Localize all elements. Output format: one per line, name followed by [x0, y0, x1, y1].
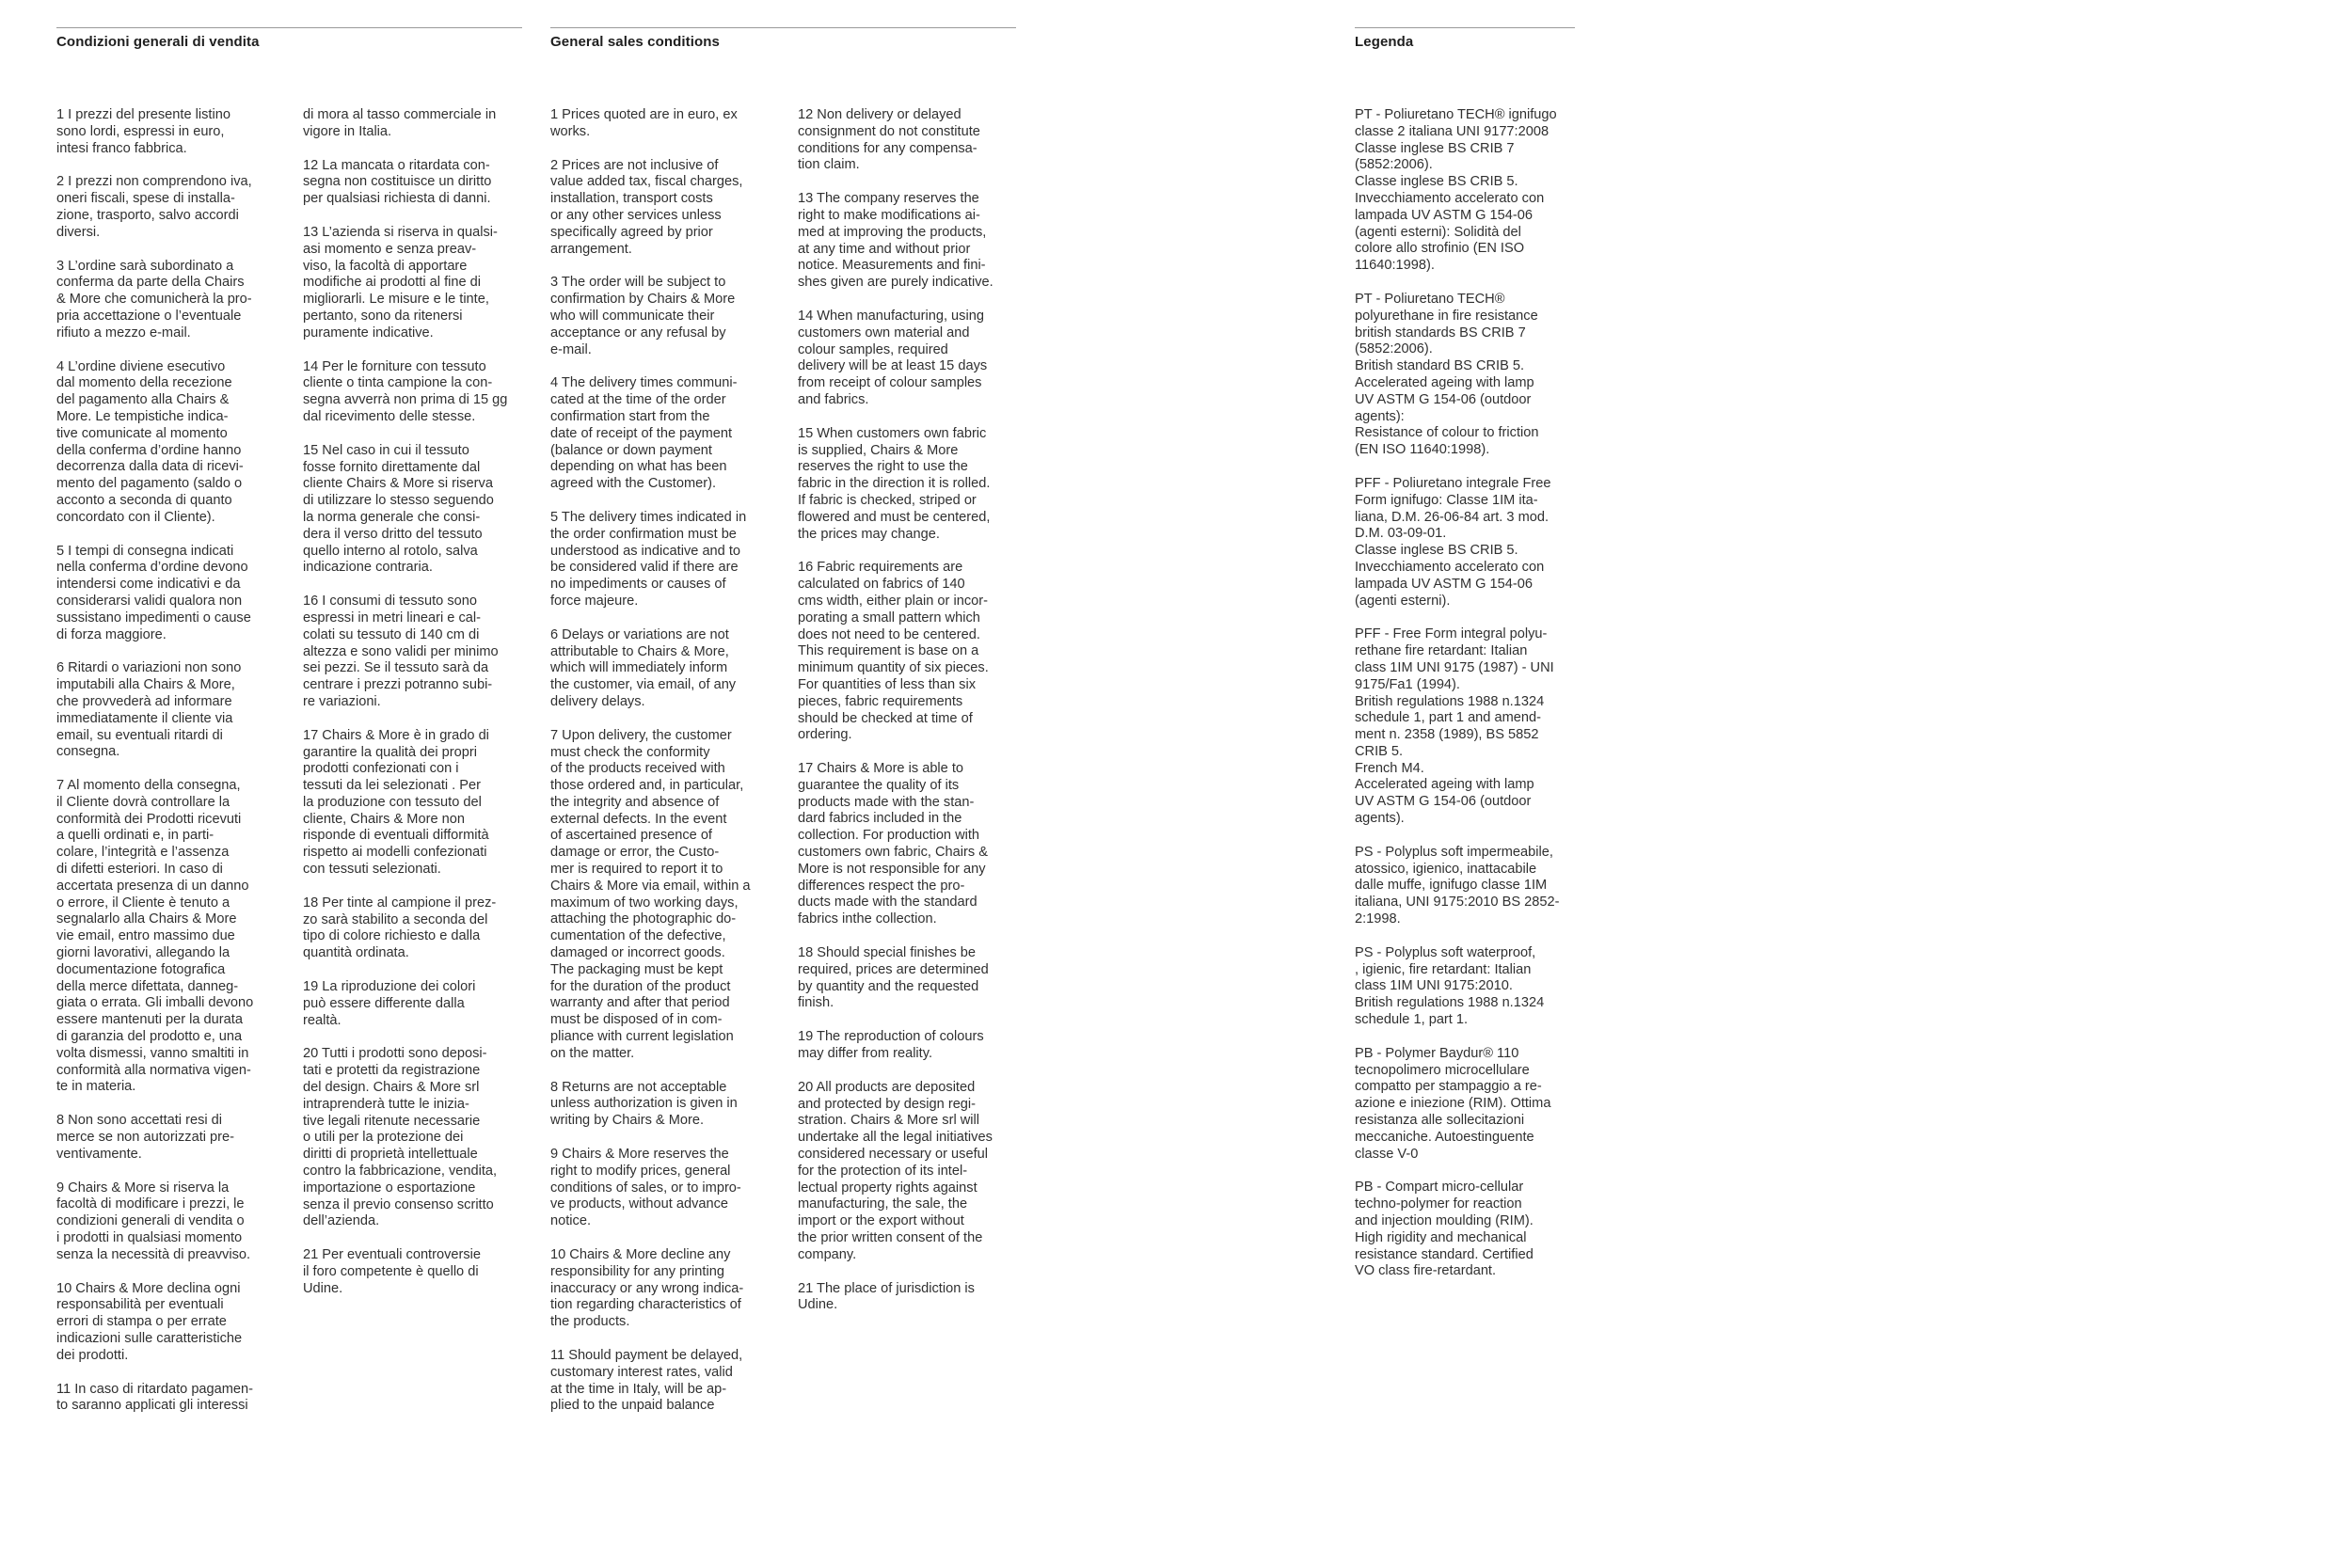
- divider: [1355, 27, 1575, 28]
- paragraph: PB - Compart micro-cellular techno-polymer for reaction and injection moulding (RIM). High rigidity and mechanical resistance standard. Certified VO class fire-retardant.: [1355, 1180, 1534, 1279]
- paragraph: 7 Upon delivery, the customer must check the conformity of the products received with those ordered and, in particular, the integrity and absence of external defects. In the event of ascertained presence of damage or error, the Custo- mer is required to report it to Chairs & More via email, within a maximum of two working days, attaching the photographic do- cumentation of the defective, damaged or incorrect goods. The packaging must be kept for the duration of the product warranty and after that period must be disposed of in com- pliance with current legislation on the matter.: [550, 727, 751, 1061]
- column-en-1: [550, 107, 786, 1432]
- section-header-en: [550, 27, 1016, 50]
- column-legend: [1355, 107, 1590, 1297]
- paragraph: PT - Poliuretano TECH® ignifugo classe 2 italiana UNI 9177:2008 Classe inglese BS CRIB 7 (5852:2006). Classe inglese BS CRIB 5. Invecchiamento accelerato con lampada UV ASTM G 154-06 (agenti esterni): Solidità del colore allo strofinio (EN ISO 11640:1998).: [1355, 107, 1557, 274]
- section-header-it: [56, 27, 522, 50]
- section-header-legend: [1355, 27, 1575, 50]
- paragraph: 16 I consumi di tessuto sono espressi in metri lineari e cal- colati su tessuto di 140 cm di altezza e sono validi per minimo sei pezzi. Se il tessuto sarà da centrare i prezzi potranno subi- re variazioni.: [303, 594, 499, 709]
- paragraph: 9 Chairs & More si riserva la facoltà di modificare i prezzi, le condizioni generali di vendita o i prodotti in qualsiasi momento senza la necessità di preavviso.: [56, 1180, 251, 1262]
- divider: [550, 27, 1016, 28]
- paragraph: 1 I prezzi del presente listino sono lordi, espressi in euro, intesi franco fabbrica.: [56, 107, 230, 156]
- paragraph: 17 Chairs & More is able to guarantee the quality of its products made with the stan- dard fabrics included in the collection. For production with customers own fabric, Chairs & More is not responsible for any differences respect the pro- ducts made with the standard fabrics inthe collection.: [798, 761, 988, 927]
- section-title-legend: Legenda: [1355, 34, 1414, 50]
- paragraph: 8 Non sono accettati resi di merce se non autorizzati pre- ventivamente.: [56, 1113, 234, 1162]
- column-it-1: [56, 107, 292, 1432]
- paragraph: PS - Polyplus soft impermeabile, atossico, igienico, inattacabile dalle muffe, ignifugo classe 1IM italiana, UNI 9175:2010 BS 2852- 2:1998.: [1355, 844, 1560, 927]
- paragraph: 18 Per tinte al campione il prez- zo sarà stabilito a seconda del tipo di colore richiesto e dalla quantità ordinata.: [303, 895, 497, 961]
- paragraph: 4 L’ordine diviene esecutivo dal momento della recezione del pagamento alla Chairs & More. Le tempistiche indica- tive comunicate al momento della conferma d’ordine hanno decorrenza dalla data di ricevi- mento del pagamento (saldo o acconto a seconda di quanto concordato con il Cliente).: [56, 358, 244, 525]
- paragraph: PB - Polymer Baydur® 110 tecnopolimero microcellulare compatto per stampaggio a re- azione e iniezione (RIM). Ottima resistanza alle sollecitazioni meccaniche. Autoestinguente classe V-0: [1355, 1045, 1551, 1162]
- section-title-en: General sales conditions: [550, 34, 720, 50]
- column-it-2: [303, 107, 538, 1315]
- paragraph: 21 Per eventuali controversie il foro competente è quello di Udine.: [303, 1247, 482, 1296]
- paragraph: 16 Fabric requirements are calculated on fabrics of 140 cms width, either plain or incor- porating a small pattern which does not need to be centered. This requirement is base on a minimum quantity of six pieces. For quantities of less than six pieces, fabric requirements should be checked at time of ordering.: [798, 560, 989, 743]
- paragraph: 19 The reproduction of colours may differ from reality.: [798, 1029, 984, 1062]
- paragraph: 7 Al momento della consegna, il Cliente dovrà controllare la conformità dei Prodotti ricevuti a quelli ordinati e, in parti- colare, l’integrità e l’assenza di difetti esteriori. In caso di accertata presenza di un danno o errore, il Cliente è tenuto a segnalarlo alla Chairs & More vie email, entro massimo due giorni lavorativi, allegando la documentazione fotografica della merce difettata, danneg- giata o errata. Gli imballi devono essere mantenuti per la durata di garanzia del prodotto e, una volta dismessi, vanno smaltiti in conformità alla normativa vigen- te in materia.: [56, 778, 254, 1095]
- paragraph: 15 When customers own fabric is supplied, Chairs & More reserves the right to use the fabric in the direction it is rolled. If fabric is checked, striped or flowered and must be centered, the prices may change.: [798, 425, 991, 542]
- paragraph: 12 Non delivery or delayed consignment do not constitute conditions for any compensa- tion claim.: [798, 107, 980, 173]
- paragraph: 3 The order will be subject to confirmation by Chairs & More who will communicate their acceptance or any refusal by e-mail.: [550, 275, 736, 357]
- paragraph: 21 The place of jurisdiction is Udine.: [798, 1280, 975, 1313]
- paragraph: 20 Tutti i prodotti sono deposi- tati e protetti da registrazione del design. Chairs & More srl intraprenderà tutte le inizia- tive legali ritenute necessarie o utili per la protezione dei diritti di proprietà intellettuale contro la fabbricazione, vendita, importazione o esportazione senza il previo consenso scritto dell’azienda.: [303, 1046, 498, 1229]
- paragraph: 14 Per le forniture con tessuto cliente o tinta campione la con- segna avverrà non prima di 15 gg dal ricevimento delle stesse.: [303, 358, 508, 424]
- paragraph: 10 Chairs & More decline any responsibility for any printing inaccuracy or any wrong indica- tion regarding characteristics of the products.: [550, 1247, 744, 1330]
- paragraph: 20 All products are deposited and protected by design regi- stration. Chairs & More srl will undertake all the legal initiatives considered necessary or useful for the protection of its intel- lectual property rights against manufacturing, the sale, the import or the export without the prior written consent of the company.: [798, 1079, 993, 1262]
- paragraph: 15 Nel caso in cui il tessuto fosse fornito direttamente dal cliente Chairs & More si riserva di utilizzare lo stesso seguendo la norma generale che consi- dera il verso dritto del tessuto quello interno al rotolo, salva indicazione contraria.: [303, 442, 494, 576]
- paragraph: 2 I prezzi non comprendono iva, oneri fiscali, spese di installa- zione, trasporto, salvo accordi diversi.: [56, 174, 252, 240]
- paragraph: 12 La mancata o ritardata con- segna non costituisce un diritto per qualsiasi richiesta di danni.: [303, 157, 492, 207]
- paragraph: 13 L’azienda si riserva in qualsi- asi momento e senza preav- viso, la facoltà di apportare modifiche ai prodotti al fine di migliorarli. Le misure e le tinte, pertanto, sono da ritenersi puramente indicative.: [303, 224, 498, 341]
- paragraph: 19 La riproduzione dei colori può essere differente dalla realtà.: [303, 979, 476, 1028]
- paragraph: 6 Ritardi o variazioni non sono imputabili alla Chairs & More, che provvederà ad informare immediatamente il cliente via email, su eventuali ritardi di consegna.: [56, 660, 242, 760]
- paragraph: 6 Delays or variations are not attributable to Chairs & More, which will immediately inform the customer, via email, of any delivery delays.: [550, 626, 737, 709]
- paragraph: 9 Chairs & More reserves the right to modify prices, general conditions of sales, or to impro- ve products, without advance notice.: [550, 1147, 741, 1229]
- paragraph: 17 Chairs & More è in grado di garantire la qualità dei propri prodotti confezionati con i tessuti da lei selezionati . Per la produzione con tessuto del cliente, Chairs & More non risponde di eventuali difformità rispetto ai modelli confezionati con tessuti selezionati.: [303, 727, 489, 878]
- divider: [56, 27, 522, 28]
- paragraph: 8 Returns are not acceptable unless authorization is given in writing by Chairs & More.: [550, 1079, 738, 1129]
- column-en-2: [798, 107, 1033, 1331]
- paragraph: 3 L’ordine sarà subordinato a conferma da parte della Chairs & More che comunicherà la pro- pria accettazione o l’eventuale rifiuto a mezzo e-mail.: [56, 258, 252, 341]
- paragraph: 1 Prices quoted are in euro, ex works.: [550, 107, 738, 139]
- section-title-it: Condizioni generali di vendita: [56, 34, 260, 50]
- paragraph: PFF - Free Form integral polyu- rethane fire retardant: Italian class 1IM UNI 9175 (1987) - UNI 9175/Fa1 (1994). British regulations 1988 n.1324 schedule 1, part 1 and amend- ment n. 2358 (1989), BS 5852 CRIB 5. French M4. Accelerated ageing with lamp UV ASTM G 154-06 (outdoor agents).: [1355, 626, 1554, 827]
- paragraph: PFF - Poliuretano integrale Free Form ignifugo: Classe 1IM ita- liana, D.M. 26-06-84 art. 3 mod. D.M. 03-09-01. Classe inglese BS CRIB 5. Invecchiamento accelerato con lampada UV ASTM G 154-06 (agenti esterni).: [1355, 475, 1551, 609]
- paragraph: 10 Chairs & More declina ogni responsabilità per eventuali errori di stampa o per errate indicazioni sulle caratteristiche dei prodotti.: [56, 1280, 243, 1363]
- paragraph: di mora al tasso commerciale in vigore in Italia.: [303, 107, 497, 139]
- paragraph: 11 Should payment be delayed, customary interest rates, valid at the time in Italy, will be ap- plied to the unpaid balance: [550, 1348, 743, 1414]
- paragraph: 2 Prices are not inclusive of value added tax, fiscal charges, installation, transport costs or any other services unless specifically agreed by prior arrangement.: [550, 157, 743, 257]
- paragraph: 4 The delivery times communi- cated at the time of the order confirmation start from the date of receipt of the payment (balance or down payment depending on what has been agreed with the Customer).: [550, 375, 738, 492]
- paragraph: 5 I tempi di consegna indicati nella conferma d’ordine devono intendersi come indicativi e da considerarsi validi qualora non sussistano impedimenti o cause di forza maggiore.: [56, 543, 251, 642]
- paragraph: PS - Polyplus soft waterproof, , igienic, fire retardant: Italian class 1IM UNI 9175:2010. British regulations 1988 n.1324 schedule 1, part 1.: [1355, 944, 1545, 1028]
- paragraph: 11 In caso di ritardato pagamen- to saranno applicati gli interessi: [56, 1381, 254, 1414]
- paragraph: 18 Should special finishes be required, prices are determined by quantity and the requested finish.: [798, 945, 989, 1011]
- paragraph: PT - Poliuretano TECH® polyurethane in fire resistance british standards BS CRIB 7 (5852:2006). British standard BS CRIB 5. Accelerated ageing with lamp UV ASTM G 154-06 (outdoor agents): Resistance of colour to friction (EN ISO 11640:1998).: [1355, 291, 1539, 458]
- paragraph: 5 The delivery times indicated in the order confirmation must be understood as indicative and to be considered valid if there are no impediments or causes of force majeure.: [550, 509, 747, 609]
- paragraph: 14 When manufacturing, using customers own material and colour samples, required delivery will be at least 15 days from receipt of colour samples and fabrics.: [798, 308, 988, 407]
- paragraph: 13 The company reserves the right to make modifications ai- med at improving the products, at any time and without prior notice. Measurements and fini- shes given are purely indicative.: [798, 191, 993, 291]
